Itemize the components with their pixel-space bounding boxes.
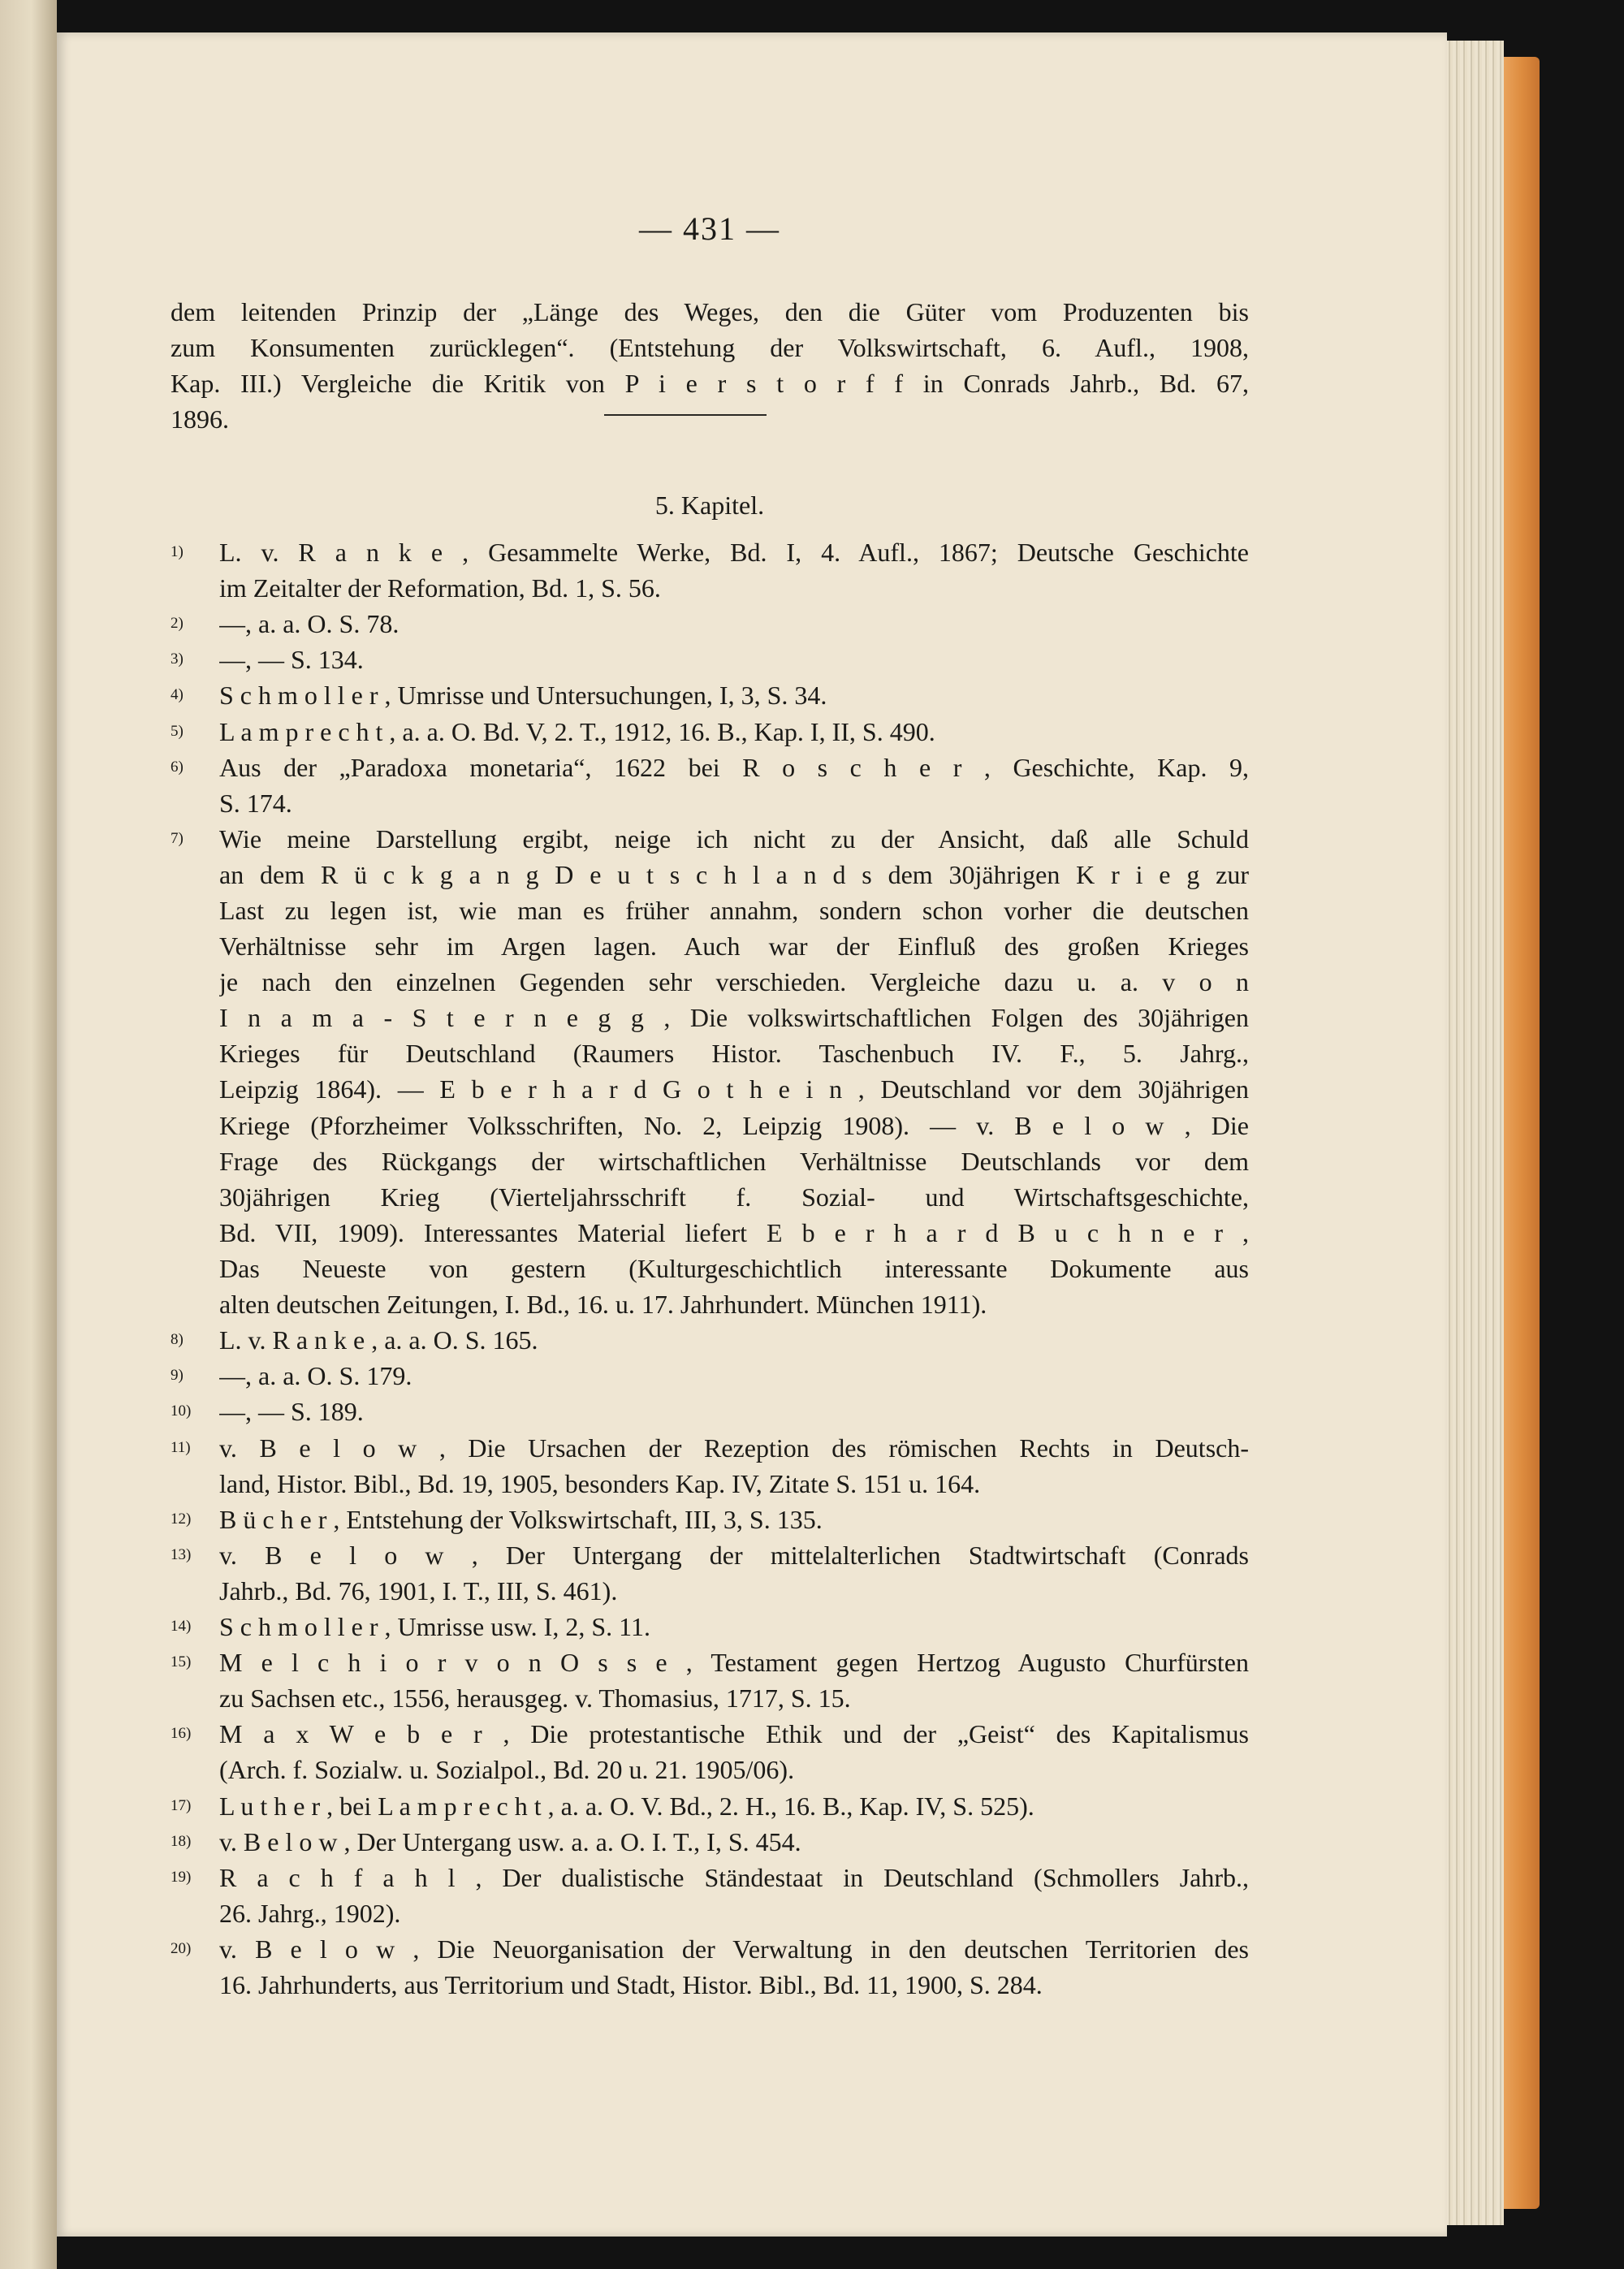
footnote-line: alten deutschen Zeitungen, I. Bd., 16. u. 17. Jahrhundert. München 1911). xyxy=(219,1290,987,1320)
footnote-number-text: 10) xyxy=(171,1402,192,1420)
footnote-line: Krieges für Deutschland (Raumers Histor. Taschenbuch IV. F., 5. Jahrg., xyxy=(219,1039,1249,1069)
footnote-number xyxy=(171,1430,219,1469)
footnote-number xyxy=(171,606,219,645)
footnote-number-text: 19) xyxy=(171,1868,192,1886)
footnote-line: land, Histor. Bibl., Bd. 19, 1905, besonders Kap. IV, Zitate S. 151 u. 164. xyxy=(219,1468,981,1498)
footnote-line: an dem R ü c k g a n g D e u t s c h l a n d s dem 30jährigen K r i e g zur xyxy=(219,859,1249,889)
footnote-line: R a c h f a h l , Der dualistische Ständestaat in Deutschland (Schmollers Jahrb., xyxy=(219,1862,1249,1892)
footnote-number xyxy=(171,1537,219,1576)
footnote-number-text: 17) xyxy=(171,1796,192,1814)
footnote-number xyxy=(171,1644,219,1683)
footnote-line: v. B e l o w , Der Untergang usw. a. a. O. I. T., I, S. 454. xyxy=(219,1826,801,1856)
chapter-heading: 5. Kapitel. xyxy=(654,491,765,520)
footnote-line: Leipzig 1864). — E b e r h a r d G o t h e i n , Deutschland vor dem 30jährigen xyxy=(219,1074,1249,1104)
footnote-number-text: 13) xyxy=(171,1545,192,1563)
footnote-line: —, a. a. O. S. 179. xyxy=(219,1361,412,1391)
footnote-number xyxy=(171,714,219,753)
book-cover-edge xyxy=(1504,57,1540,2209)
footnote-line: L u t h e r , bei L a m p r e c h t , a. a. O. V. Bd., 2. H., 16. B., Kap. IV, S. 525). xyxy=(219,1791,1034,1821)
intro-line: zum Konsumenten zurücklegen“. (Entstehung der Volkswirtschaft, 6. Aufl., 1908, xyxy=(171,333,1249,362)
footnote-line: B ü c h e r , Entstehung der Volkswirtschaft, III, 3, S. 135. xyxy=(219,1504,823,1534)
footnote-line: 30jährigen Krieg (Vierteljahrsschrift f. Sozial- und Wirtschaftsgeschichte, xyxy=(219,1182,1249,1212)
footnote-line: I n a m a - S t e r n e g g , Die volkswirtschaftlichen Folgen des 30jährigen xyxy=(219,1003,1249,1033)
page-stack-edges xyxy=(1445,41,1504,2225)
footnote-number-text: 2) xyxy=(171,615,184,633)
footnote-number xyxy=(171,534,219,573)
footnote-number-text: 8) xyxy=(171,1331,184,1349)
footnote-line: je nach den einzelnen Gegenden sehr verschieden. Vergleiche dazu u. a. v o n xyxy=(219,967,1249,997)
footnote-line: L. v. R a n k e , Gesammelte Werke, Bd. I, 4. Aufl., 1867; Deutsche Geschichte xyxy=(219,538,1249,567)
page-number: — 431 — xyxy=(639,210,780,247)
footnote-line: v. B e l o w , Die Ursachen der Rezeption des römischen Rechts in Deutsch- xyxy=(219,1433,1249,1463)
footnote-number xyxy=(171,821,219,860)
intro-line: Kap. III.) Vergleiche die Kritik von P i e r s t o r f f in Conrads Jahrb., Bd. 67, xyxy=(171,369,1249,398)
footnote-line: —, a. a. O. S. 78. xyxy=(219,609,400,639)
footnote-number-text: 14) xyxy=(171,1618,192,1635)
footnote-number xyxy=(171,1824,219,1863)
footnote-line: L. v. R a n k e , a. a. O. S. 165. xyxy=(219,1325,538,1355)
footnote-number-text: 18) xyxy=(171,1832,192,1850)
footnote-number-text: 12) xyxy=(171,1510,192,1528)
footnote-number xyxy=(171,1394,219,1433)
footnote-number xyxy=(171,1502,219,1541)
footnote-number xyxy=(171,1609,219,1648)
separator-rule xyxy=(604,414,767,416)
intro-line: 1896. xyxy=(171,404,229,434)
footnote-number-text: 5) xyxy=(171,722,184,740)
footnote-number xyxy=(171,1716,219,1755)
footnote-line: Jahrb., Bd. 76, 1901, I. T., III, S. 461). xyxy=(219,1575,618,1606)
footnote-number-text: 15) xyxy=(171,1653,192,1671)
footnote-number xyxy=(171,1860,219,1899)
footnote-line: Verhältnisse sehr im Argen lagen. Auch war der Einfluß des großen Krieges xyxy=(219,931,1249,962)
footnote-line: v. B e l o w , Der Untergang der mittelalterlichen Stadtwirtschaft (Conrads xyxy=(219,1540,1249,1570)
footnote-line: S. 174. xyxy=(219,788,292,818)
footnote-number-text: 4) xyxy=(171,686,184,704)
footnote-number xyxy=(171,1931,219,1970)
footnote-line: zu Sachsen etc., 1556, herausgeg. v. Thomasius, 1717, S. 15. xyxy=(219,1683,851,1714)
footnote-number xyxy=(171,1358,219,1397)
footnote-line: 26. Jahrg., 1902). xyxy=(219,1898,401,1928)
footnote-number-text: 6) xyxy=(171,758,184,776)
footnote-line: Frage des Rückgangs der wirtschaftlichen Verhältnisse Deutschlands vor dem xyxy=(219,1146,1249,1176)
footnote-line: S c h m o l l e r , Umrisse usw. I, 2, S. 11. xyxy=(219,1612,650,1641)
footnote-line: Wie meine Darstellung ergibt, neige ich nicht zu der Ansicht, daß alle Schuld xyxy=(219,823,1249,854)
footnote-line: v. B e l o w , Die Neuorganisation der Verwaltung in den deutschen Territorien des xyxy=(219,1934,1249,1964)
footnote-line: M e l c h i o r v o n O s s e , Testament gegen Hertzog Augusto Churfürsten xyxy=(219,1648,1249,1678)
footnote-number-text: 3) xyxy=(171,650,184,668)
footnote-number xyxy=(171,642,219,681)
footnote-number-text: 20) xyxy=(171,1939,192,1957)
footnote-line: L a m p r e c h t , a. a. O. Bd. V, 2. T., 1912, 16. B., Kap. I, II, S. 490. xyxy=(219,716,935,746)
footnote-line: Kriege (Pforzheimer Volksschriften, No. 2, Leipzig 1908). — v. B e l o w , Die xyxy=(219,1110,1249,1140)
footnote-line: —, — S. 134. xyxy=(219,645,364,675)
footnote-line: Das Neueste von gestern (Kulturgeschichtlich interessante Dokumente aus xyxy=(219,1253,1249,1283)
footnote-number xyxy=(171,677,219,716)
footnote-line: —, — S. 189. xyxy=(219,1397,364,1427)
footnote-line: M a x W e b e r , Die protestantische Ethik und der „Geist“ des Kapitalismus xyxy=(219,1719,1249,1749)
footnote-line: Aus der „Paradoxa monetaria“, 1622 bei R o s c h e r , Geschichte, Kap. 9, xyxy=(219,752,1249,782)
footnote-number xyxy=(171,750,219,789)
book-page xyxy=(57,32,1447,2237)
footnote-line: S c h m o l l e r , Umrisse und Untersuchungen, I, 3, S. 34. xyxy=(219,681,827,711)
footnote-line: im Zeitalter der Reformation, Bd. 1, S. 56. xyxy=(219,573,661,603)
footnote-number-text: 1) xyxy=(171,543,184,560)
footnote-number-text: 7) xyxy=(171,829,184,847)
intro-line: dem leitenden Prinzip der „Länge des Weges, den die Güter vom Produzenten bis xyxy=(171,297,1249,326)
left-page-edge xyxy=(0,0,57,2269)
footnote-line: 16. Jahrhunderts, aus Territorium und Stadt, Histor. Bibl., Bd. 11, 1900, S. 284. xyxy=(219,1969,1043,1999)
footnote-number xyxy=(171,1788,219,1827)
footnote-number-text: 16) xyxy=(171,1725,192,1743)
footnote-line: Bd. VII, 1909). Interessantes Material liefert E b e r h a r d B u c h n e r , xyxy=(219,1217,1249,1247)
footnote-number-text: 11) xyxy=(171,1438,191,1456)
footnote-number xyxy=(171,1322,219,1361)
footnote-line: (Arch. f. Sozialw. u. Sozialpol., Bd. 20 u. 21. 1905/06). xyxy=(219,1755,795,1785)
footnote-line: Last zu legen ist, wie man es früher annahm, sondern schon vorher die deutschen xyxy=(219,895,1249,925)
footnote-number-text: 9) xyxy=(171,1367,184,1385)
